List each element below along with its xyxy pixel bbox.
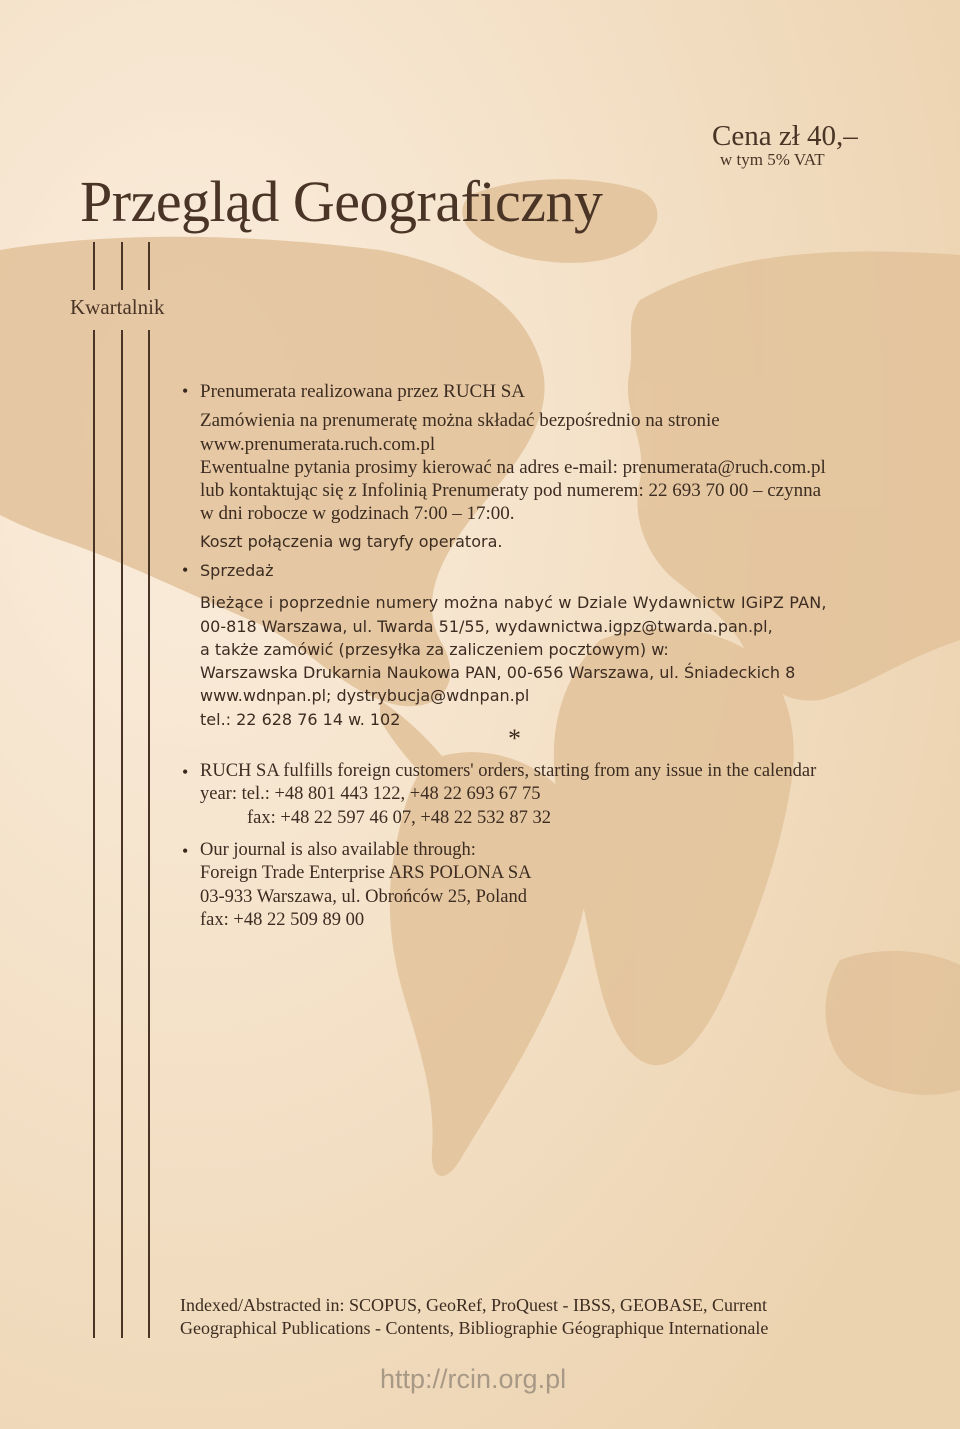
journal-title: Przegląd Geograficzny bbox=[80, 169, 603, 234]
footer-url-link[interactable]: http://rcin.org.pl bbox=[380, 1364, 567, 1394]
foreign-line-1: RUCH SA fulfills foreign customers' orders, starting from any issue in the calendar bbox=[200, 761, 817, 781]
sales-line: 00-818 Warszawa, ul. Twarda 51/55, wydawnictwa.igpz@twarda.pan.pl, bbox=[200, 616, 773, 636]
vertical-rule-1 bbox=[93, 242, 95, 290]
vertical-rule-2-long bbox=[121, 330, 123, 1338]
sales-line: tel.: 22 628 76 14 w. 102 bbox=[200, 709, 401, 729]
sales-line: Bieżące i poprzednie numery można nabyć w Dziale Wydawnictw IGiPZ PAN, bbox=[200, 593, 827, 613]
sales-line: Warszawska Drukarnia Naukowa PAN, 00-656 Warszawa, ul. Śniadeckich 8 bbox=[200, 663, 796, 683]
vertical-rule-3 bbox=[148, 242, 150, 290]
vertical-rule-1-long bbox=[93, 330, 95, 1338]
journal-line: Our journal is also available through: bbox=[200, 840, 476, 860]
foreign-section bbox=[200, 760, 816, 830]
price: Cena zł 40,– bbox=[712, 120, 858, 152]
bullet-subscription: • bbox=[182, 381, 189, 401]
subscription-line: lub kontaktując się z Infolinią Prenumeraty pod numerem: 22 693 70 00 – czynna bbox=[200, 480, 822, 502]
bullet-sales: • bbox=[182, 560, 189, 580]
foreign-line-2: year: tel.: +48 801 443 122, +48 22 693 67 75 bbox=[200, 784, 541, 805]
subscription-line: Zamówienia na prenumeratę można składać bezpośrednio na stronie bbox=[200, 410, 720, 432]
bullet-journal: • bbox=[182, 841, 189, 861]
sales-line: a także zamówić (przesyłka za zaliczeniem pocztowym) w: bbox=[200, 639, 669, 659]
indexed-line-1: Indexed/Abstracted in: SCOPUS, GeoRef, ProQuest - IBSS, GEOBASE, Current bbox=[180, 1295, 767, 1315]
indexed-line-2: Geographical Publications - Contents, Bibliographie Géographique Internationale bbox=[180, 1318, 769, 1338]
journal-line: Foreign Trade Enterprise ARS POLONA SA bbox=[200, 863, 532, 884]
subscription-line: Ewentualne pytania prosimy kierować na adres e-mail: prenumerata@ruch.com.pl bbox=[200, 456, 826, 478]
separator-asterisk: * bbox=[508, 724, 521, 753]
vertical-rule-2 bbox=[121, 242, 123, 290]
foreign-line-3: fax: +48 22 597 46 07, +48 22 532 87 32 bbox=[247, 807, 552, 828]
subtitle: Kwartalnik bbox=[70, 295, 165, 319]
sales-section bbox=[200, 559, 827, 731]
sales-line: www.wdnpan.pl; dystrybucja@wdnpan.pl bbox=[200, 686, 530, 706]
subscription-line: w dni robocze w godzinach 7:00 – 17:00. bbox=[200, 503, 515, 525]
subscription-link[interactable]: www.prenumerata.ruch.com.pl bbox=[200, 433, 436, 455]
journal-line: fax: +48 22 509 89 00 bbox=[200, 909, 365, 930]
journal-section bbox=[200, 839, 531, 932]
journal-line: 03-933 Warszawa, ul. Obrońców 25, Poland bbox=[200, 886, 527, 907]
vat-note: w tym 5% VAT bbox=[720, 150, 825, 169]
subscription-heading: Prenumerata realizowana przez RUCH SA bbox=[200, 381, 525, 402]
sales-heading: Sprzedaż bbox=[200, 561, 274, 580]
vertical-rule-3-long bbox=[148, 330, 150, 1338]
bullet-foreign: • bbox=[182, 762, 189, 782]
subscription-section bbox=[200, 380, 826, 553]
subscription-line: Koszt połączenia wg taryfy operatora. bbox=[200, 531, 503, 551]
